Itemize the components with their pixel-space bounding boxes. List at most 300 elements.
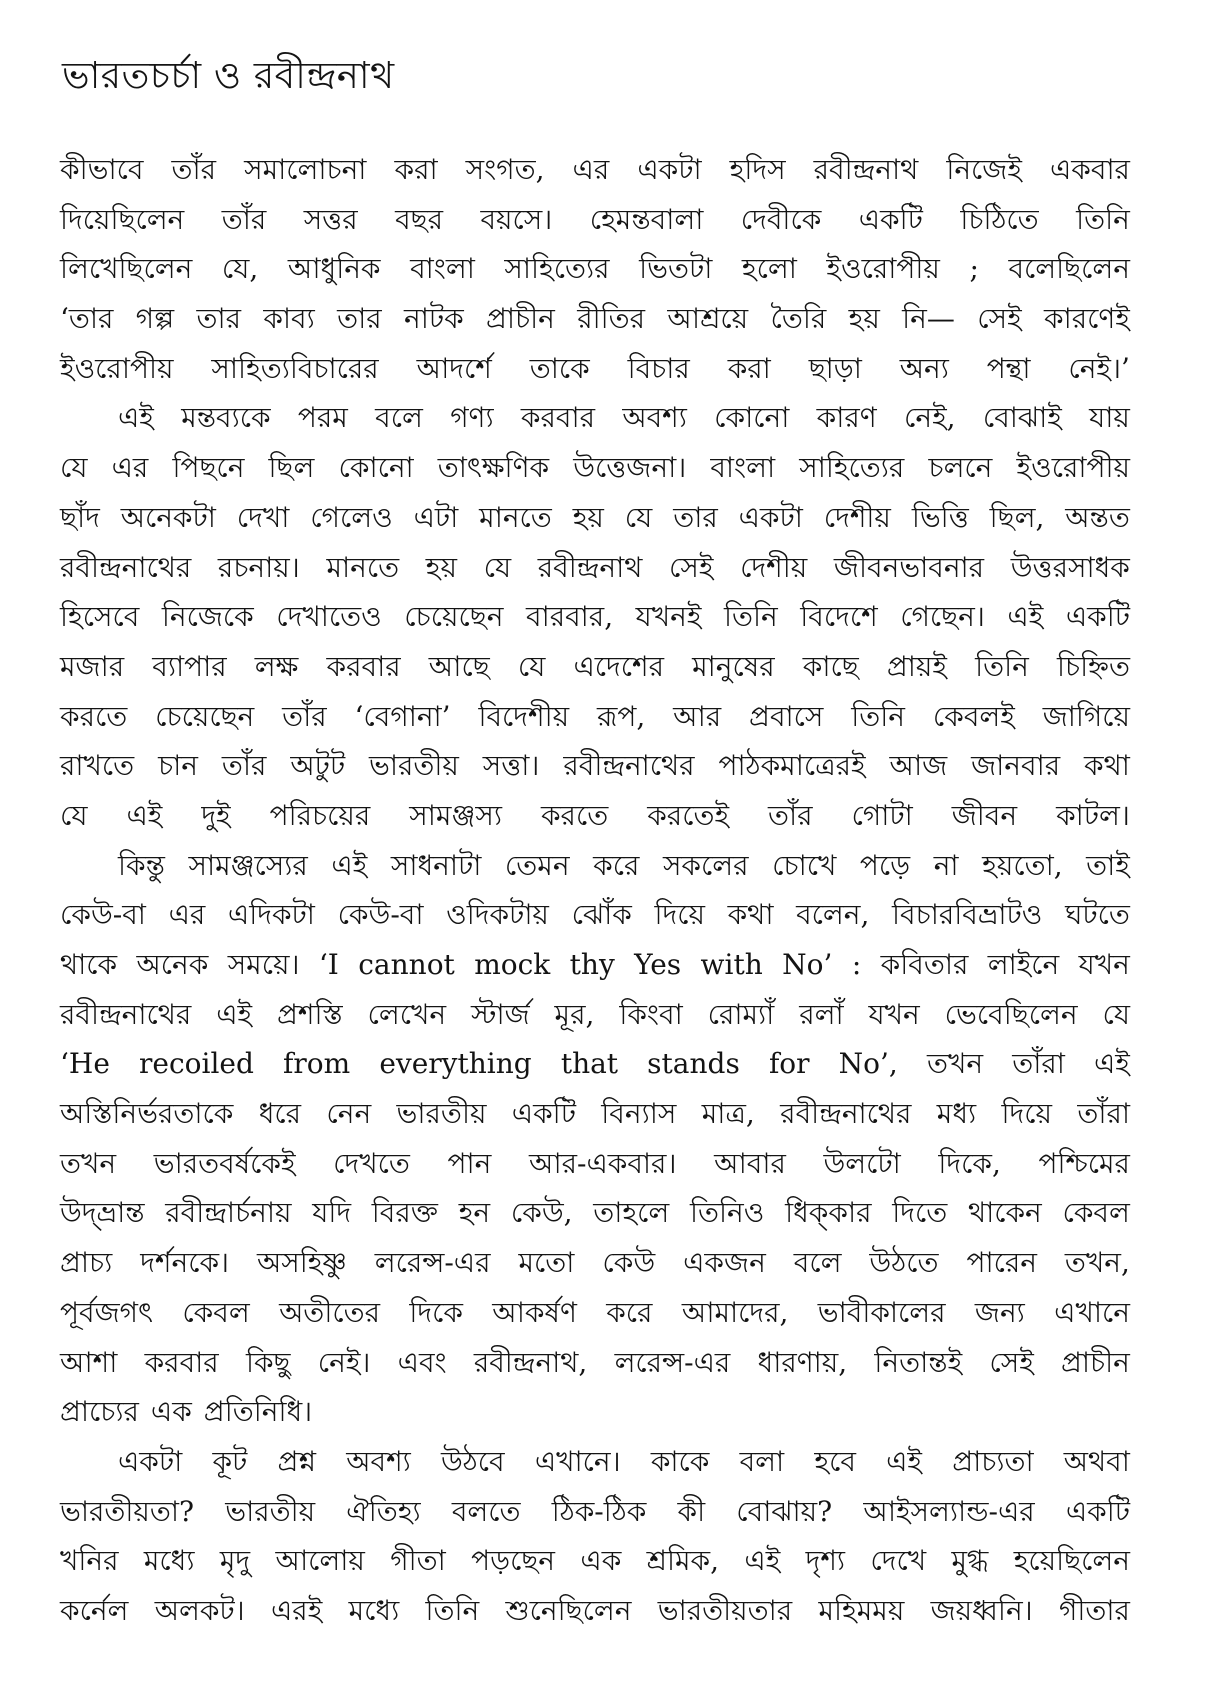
text-line bbox=[60, 1089, 1130, 1139]
word: বলতে bbox=[451, 1494, 521, 1528]
text-line bbox=[60, 642, 1130, 692]
word: জাগিয়ে bbox=[1042, 699, 1130, 733]
word: বারবার, bbox=[525, 600, 614, 634]
word: তাহলে bbox=[593, 1196, 670, 1230]
word: কিন্তু bbox=[118, 848, 165, 882]
word: বলেন, bbox=[796, 898, 870, 932]
word: from bbox=[283, 1047, 351, 1081]
word: Yes bbox=[634, 948, 682, 981]
text-line bbox=[60, 1188, 1130, 1238]
word: জন্য bbox=[974, 1295, 1025, 1329]
word: তাঁরা bbox=[1012, 1047, 1065, 1081]
word: ঘটতে bbox=[1065, 898, 1130, 932]
word: প্রাচীন bbox=[1061, 1345, 1130, 1379]
word: চলনে bbox=[928, 451, 993, 485]
word: শ্রমিক, bbox=[646, 1544, 720, 1578]
word: প্রশস্তি bbox=[276, 997, 343, 1031]
text-line bbox=[60, 393, 1130, 443]
word: ‘বেগানা’ bbox=[354, 699, 451, 733]
word: করা bbox=[394, 153, 438, 186]
word: মহিমময় bbox=[818, 1593, 905, 1627]
word: করতে bbox=[540, 798, 609, 832]
word: গেছেন। bbox=[900, 600, 985, 634]
word: তাঁর bbox=[221, 749, 267, 783]
word: এবং bbox=[397, 1345, 447, 1379]
word: ‘He bbox=[60, 1047, 110, 1081]
word: মানুষের bbox=[692, 649, 775, 683]
word: রবীন্দ্রনাথ bbox=[813, 153, 919, 186]
word: দিয়েছিলেন bbox=[60, 202, 185, 236]
word: কারণ bbox=[816, 401, 877, 435]
word: এই bbox=[126, 798, 163, 832]
word: দেশীয় bbox=[823, 500, 891, 534]
word: ব্যাপার bbox=[152, 649, 227, 683]
word: কারণেই bbox=[1044, 302, 1130, 336]
word: না bbox=[933, 848, 959, 882]
word: : bbox=[851, 948, 862, 981]
word: কেবল bbox=[182, 1295, 250, 1329]
text-line bbox=[60, 145, 1130, 195]
word: প্রাচ্য bbox=[60, 1246, 113, 1280]
word: মুগ্ধ bbox=[951, 1544, 989, 1578]
word: সামঞ্জস্যের bbox=[188, 848, 308, 882]
word: ধরে bbox=[258, 1097, 302, 1131]
text-line bbox=[60, 940, 1130, 990]
word: ছিল bbox=[268, 451, 315, 485]
word: stands bbox=[647, 1047, 740, 1081]
word: প্রতিনিধি। bbox=[203, 1395, 313, 1429]
text-line bbox=[60, 1437, 1130, 1487]
word: হয় bbox=[425, 550, 457, 584]
text-line bbox=[60, 493, 1130, 543]
word: প্রাচীন bbox=[486, 302, 555, 336]
word: পড়ছেন bbox=[471, 1544, 556, 1578]
word: সামঞ্জস্য bbox=[409, 798, 502, 832]
text-line bbox=[60, 1536, 1130, 1586]
word: এই bbox=[216, 997, 253, 1031]
text-line bbox=[60, 195, 1130, 245]
word: কূট bbox=[212, 1444, 248, 1478]
word: অন্তত bbox=[1065, 500, 1130, 534]
word: উঠতে bbox=[869, 1246, 939, 1280]
word: করতেই bbox=[647, 798, 730, 832]
word: সাহিত্যের bbox=[799, 451, 905, 485]
word: যে bbox=[624, 500, 653, 534]
word: পরম bbox=[297, 401, 348, 435]
word: মধ্য bbox=[936, 1097, 977, 1131]
word: মৃদু bbox=[219, 1544, 251, 1578]
word: everything bbox=[379, 1047, 532, 1081]
word: বলে bbox=[793, 1246, 842, 1280]
word: কাটল। bbox=[1056, 798, 1130, 832]
word: উত্তরসাধক bbox=[1010, 550, 1130, 584]
text-line bbox=[60, 244, 1130, 294]
word: এর bbox=[168, 898, 206, 932]
word: বলা bbox=[739, 1444, 785, 1478]
word: আছে bbox=[428, 649, 490, 683]
word: তাৎক্ষণিক bbox=[437, 451, 550, 485]
word: ‘তার bbox=[60, 302, 114, 336]
word: তাঁর bbox=[221, 202, 267, 236]
word: অনেক bbox=[136, 948, 209, 981]
word: অবশ্য bbox=[346, 1444, 411, 1478]
word: কিছু bbox=[245, 1345, 291, 1379]
word: আমাদের, bbox=[681, 1295, 789, 1329]
word: করে bbox=[593, 848, 640, 882]
text-line bbox=[60, 1387, 1130, 1437]
word: জানবার bbox=[971, 749, 1061, 783]
word: দেশীয় bbox=[740, 550, 808, 584]
word: ভারতবর্ষকেই bbox=[153, 1146, 296, 1180]
word: একটা bbox=[738, 500, 803, 534]
text-line bbox=[60, 1487, 1130, 1537]
word: ওদিকটায় bbox=[446, 898, 549, 932]
word: চোখে bbox=[772, 848, 837, 882]
word: বিরক্ত bbox=[371, 1196, 438, 1230]
word: এর bbox=[572, 153, 610, 186]
word: তাকে bbox=[529, 351, 590, 385]
word: হন bbox=[458, 1196, 491, 1230]
word: তার bbox=[337, 302, 382, 336]
word: তেমন bbox=[504, 848, 570, 882]
word: বিদেশে bbox=[800, 600, 878, 634]
word: তিনি bbox=[851, 699, 906, 733]
word: বিন্যাস bbox=[601, 1097, 677, 1131]
word: তাঁরা bbox=[1077, 1097, 1130, 1131]
word: নি— bbox=[902, 302, 955, 336]
text-line bbox=[60, 1288, 1130, 1338]
word: চিঠিতে bbox=[960, 202, 1039, 236]
word: গেলেও bbox=[310, 500, 393, 534]
word: No’ bbox=[782, 948, 833, 981]
word: রবীন্দ্রনাথ bbox=[537, 550, 643, 584]
word: আর bbox=[673, 699, 722, 733]
word: বাংলা bbox=[410, 252, 475, 286]
word: জয়ধ্বনি। bbox=[930, 1593, 1033, 1627]
word: ইওরোপীয় bbox=[826, 252, 940, 286]
word: নিজেকে bbox=[161, 600, 254, 634]
word: প্রশ্ন bbox=[277, 1444, 317, 1478]
word: ছাড়া bbox=[808, 351, 862, 385]
word: ইওরোপীয় bbox=[1016, 451, 1130, 485]
word: নিজেই bbox=[946, 153, 1022, 186]
word: recoiled bbox=[139, 1047, 254, 1081]
word: ছিল, bbox=[989, 500, 1045, 534]
word: যে bbox=[483, 550, 512, 584]
text-line bbox=[60, 791, 1130, 841]
word: এখানে। bbox=[534, 1444, 621, 1478]
word: হয়েছিলেন bbox=[1013, 1544, 1130, 1578]
word: দেখতে bbox=[333, 1146, 410, 1180]
word: কর্নেল bbox=[60, 1593, 129, 1627]
word: পূর্বজগৎ bbox=[60, 1295, 153, 1329]
word: আশা bbox=[60, 1345, 118, 1379]
word: যে, bbox=[221, 252, 259, 286]
word: বিদেশীয় bbox=[478, 699, 570, 733]
word: করবার bbox=[520, 401, 596, 435]
word: পন্থা bbox=[986, 351, 1031, 385]
word: কীভাবে bbox=[60, 153, 144, 186]
text-line bbox=[60, 741, 1130, 791]
word: ইওরোপীয় bbox=[60, 351, 174, 385]
word: সময়ে। bbox=[227, 948, 300, 981]
word: ভিত্তি bbox=[911, 500, 969, 534]
word: করতে bbox=[60, 699, 128, 733]
word: প্রবাসে bbox=[749, 699, 824, 733]
word: তিনি bbox=[975, 649, 1029, 683]
word: তিনিও bbox=[689, 1196, 765, 1230]
word: তাই bbox=[1086, 848, 1130, 882]
word: বোঝায়? bbox=[736, 1494, 833, 1528]
word: কী bbox=[677, 1494, 706, 1528]
text-line bbox=[60, 890, 1130, 940]
word: সেই bbox=[977, 302, 1022, 336]
word: সত্তর bbox=[303, 202, 358, 236]
word: চেয়েছেন bbox=[155, 699, 255, 733]
word: যে bbox=[60, 798, 88, 832]
word: দেখা bbox=[236, 500, 290, 534]
word: এর bbox=[111, 451, 149, 485]
word: রবীন্দ্রনাথের bbox=[780, 1097, 912, 1131]
word: সাহিত্যের bbox=[504, 252, 610, 286]
word: তাঁর bbox=[768, 798, 813, 832]
word: অস্তিনির্ভরতাকে bbox=[60, 1097, 234, 1131]
word: উলটো bbox=[823, 1146, 901, 1180]
word: বয়সে। bbox=[480, 202, 553, 236]
word: করবার bbox=[144, 1345, 219, 1379]
word: ভারতীয় bbox=[225, 1494, 316, 1528]
word: আশ্রয়ে bbox=[667, 302, 749, 336]
word: পশ্চিমের bbox=[1038, 1146, 1130, 1180]
word: একটি bbox=[511, 1097, 576, 1131]
word: ছাঁদ bbox=[60, 500, 100, 534]
word: এই bbox=[118, 401, 154, 435]
word: কেউ-বা bbox=[60, 898, 146, 932]
word: করবার bbox=[326, 649, 401, 683]
word: হেমন্তবালা bbox=[589, 202, 704, 236]
word: দুই bbox=[201, 798, 231, 832]
text-line bbox=[60, 990, 1130, 1040]
word: দিয়ে bbox=[1001, 1097, 1052, 1131]
word: এক bbox=[150, 1395, 192, 1429]
word: এই bbox=[1093, 1047, 1130, 1081]
word: mock bbox=[474, 948, 551, 981]
word: অথবা bbox=[1063, 1444, 1130, 1478]
word: তার bbox=[196, 302, 241, 336]
word: লাইনে bbox=[987, 948, 1060, 981]
word: হদিস bbox=[729, 153, 786, 186]
word: ধিক্‌কার bbox=[785, 1196, 872, 1230]
word: দিয়ে bbox=[654, 898, 705, 932]
word: কেবলই bbox=[932, 699, 1015, 733]
word: রূপ, bbox=[596, 699, 646, 733]
word: লেখেন bbox=[367, 997, 447, 1031]
word: এরই bbox=[271, 1593, 323, 1627]
word: লক্ষ bbox=[254, 649, 299, 683]
word: লরেন্স-এর bbox=[614, 1345, 731, 1379]
word: ঠিক-ঠিক bbox=[551, 1494, 647, 1528]
word: কেউ, bbox=[510, 1196, 573, 1230]
word: স্টার্জ bbox=[471, 997, 530, 1031]
word: একটা bbox=[637, 153, 702, 186]
word: অবশ্য bbox=[622, 401, 687, 435]
text-line bbox=[60, 294, 1130, 344]
word: এটা bbox=[413, 500, 459, 534]
word: একটি bbox=[1065, 1494, 1130, 1528]
text-line bbox=[60, 592, 1130, 642]
word: অনেকটা bbox=[120, 500, 216, 534]
word: এই bbox=[1007, 600, 1044, 634]
word: কেউ-বা bbox=[337, 898, 424, 932]
word: প্রাচ্যের bbox=[60, 1395, 139, 1429]
word: চান bbox=[158, 749, 199, 783]
word: আকর্ষণ bbox=[492, 1295, 577, 1329]
word: এই bbox=[744, 1544, 781, 1578]
word: পরিচয়ের bbox=[269, 798, 371, 832]
word: বছর bbox=[395, 202, 444, 236]
word: তৈরি bbox=[770, 302, 827, 336]
word: ভারতীয়তার bbox=[657, 1593, 793, 1627]
word: দর্শনকে। bbox=[140, 1246, 230, 1280]
word: অসহিষ্ণু bbox=[257, 1246, 347, 1280]
word: রবীন্দ্রার্চনায় bbox=[165, 1196, 292, 1230]
word: মূর, bbox=[554, 997, 595, 1031]
word: গণ্য bbox=[450, 401, 494, 435]
word: অতীতের bbox=[279, 1295, 380, 1329]
word: মাত্র, bbox=[701, 1097, 755, 1131]
word: কিংবা bbox=[619, 997, 683, 1031]
word: একবার bbox=[1049, 153, 1130, 186]
word: with bbox=[700, 948, 763, 981]
word: প্রায়ই bbox=[886, 649, 947, 683]
word: যে bbox=[1102, 997, 1130, 1031]
word: গোটা bbox=[851, 798, 913, 832]
word: ভারতীয়তা? bbox=[60, 1494, 195, 1528]
word: তাঁর bbox=[282, 699, 327, 733]
word: নেই।’ bbox=[1068, 351, 1130, 385]
word: ভাবীকালের bbox=[817, 1295, 946, 1329]
body-text bbox=[60, 145, 1130, 1636]
word: সত্তা। bbox=[482, 749, 540, 783]
word: কথা bbox=[1084, 749, 1130, 783]
word: কেবল bbox=[1062, 1196, 1130, 1230]
running-head-title: ভারতচর্চা ও রবীন্দ্রনাথ bbox=[62, 54, 395, 97]
word: যে bbox=[60, 451, 88, 485]
word: তিনি bbox=[1076, 202, 1130, 236]
word: দেবীকে bbox=[740, 202, 822, 236]
word: অলকট। bbox=[154, 1593, 245, 1627]
word: খনির bbox=[60, 1544, 119, 1578]
word: একটি bbox=[1065, 600, 1130, 634]
word: আর-একবার। bbox=[528, 1146, 677, 1180]
word: থাকে bbox=[60, 948, 118, 981]
word: তখন bbox=[60, 1146, 117, 1180]
word: ঝোঁক bbox=[571, 898, 632, 932]
word: নেন bbox=[326, 1097, 372, 1131]
word: এদেশের bbox=[573, 649, 664, 683]
word: দিকে bbox=[409, 1295, 463, 1329]
text-line bbox=[60, 1338, 1130, 1388]
word: নিতান্তই bbox=[874, 1345, 963, 1379]
word: সাধনাটা bbox=[390, 848, 482, 882]
word: পাঠকমাত্রেরই bbox=[718, 749, 866, 783]
text-line bbox=[60, 1039, 1130, 1089]
text-line bbox=[60, 543, 1130, 593]
word: হয়তো, bbox=[982, 848, 1063, 882]
word: মধ্যে bbox=[348, 1593, 400, 1627]
word: চেয়েছেন bbox=[404, 600, 504, 634]
word: মতো bbox=[518, 1246, 575, 1280]
word: কেউ bbox=[602, 1246, 656, 1280]
word: মানতে bbox=[326, 550, 400, 584]
word: হলো bbox=[741, 252, 797, 286]
word: এক bbox=[580, 1544, 622, 1578]
word: সমালোচনা bbox=[244, 153, 367, 186]
word: চিহ্নিত bbox=[1057, 649, 1130, 683]
word: করে bbox=[606, 1295, 653, 1329]
word: ভারতীয় bbox=[396, 1097, 487, 1131]
word: মধ্যে bbox=[143, 1544, 195, 1578]
word: উত্তেজনা। bbox=[573, 451, 687, 485]
word: বোঝাই bbox=[982, 401, 1062, 435]
word: এদিকটা bbox=[227, 898, 315, 932]
word: কোনো bbox=[714, 401, 790, 435]
word: রবীন্দ্রনাথের bbox=[60, 997, 192, 1031]
word: for bbox=[768, 1047, 810, 1081]
text-line bbox=[60, 443, 1130, 493]
word: উঠবে bbox=[441, 1444, 505, 1478]
text-line bbox=[60, 344, 1130, 394]
word: দেখাতেও bbox=[276, 600, 382, 634]
word: কাকে bbox=[650, 1444, 710, 1478]
word: cannot bbox=[358, 948, 455, 981]
word: পান bbox=[447, 1146, 492, 1180]
word: লরেন্স-এর bbox=[374, 1246, 491, 1280]
word: জীবনভাবনার bbox=[833, 550, 985, 584]
word: হয় bbox=[572, 500, 604, 534]
word: বিচারবিভ্রাটও bbox=[892, 898, 1043, 932]
word: করা bbox=[727, 351, 771, 385]
word: হবে bbox=[814, 1444, 856, 1478]
word: যখন bbox=[868, 997, 920, 1031]
word: প্রাচ্যতা bbox=[952, 1444, 1034, 1478]
word: সংগত, bbox=[465, 153, 545, 186]
word: হয় bbox=[848, 302, 880, 336]
word: ; bbox=[969, 252, 979, 286]
word: রবীন্দ্রনাথের bbox=[563, 749, 695, 783]
word: নাটক bbox=[403, 302, 464, 336]
word: সাহিত্যবিচারের bbox=[211, 351, 379, 385]
word: আবার bbox=[714, 1146, 786, 1180]
word: তখন bbox=[926, 1047, 984, 1081]
word: রবীন্দ্রনাথের bbox=[60, 550, 192, 584]
word: আদর্শে bbox=[416, 351, 492, 385]
word: জীবন bbox=[951, 798, 1018, 832]
word: রীতির bbox=[577, 302, 646, 336]
word: আজ bbox=[889, 749, 948, 783]
word: রাখতে bbox=[60, 749, 135, 783]
word: দৃশ্য bbox=[805, 1544, 846, 1578]
word: কথা bbox=[727, 898, 774, 932]
word: বলেছিলেন bbox=[1008, 252, 1130, 286]
word: নেই, bbox=[904, 401, 956, 435]
word: বলে bbox=[375, 401, 423, 435]
word: তিনি bbox=[724, 600, 778, 634]
word: সেই bbox=[989, 1345, 1034, 1379]
word: এই bbox=[886, 1444, 922, 1478]
word: that bbox=[560, 1047, 619, 1081]
word: দিতে bbox=[892, 1196, 948, 1230]
